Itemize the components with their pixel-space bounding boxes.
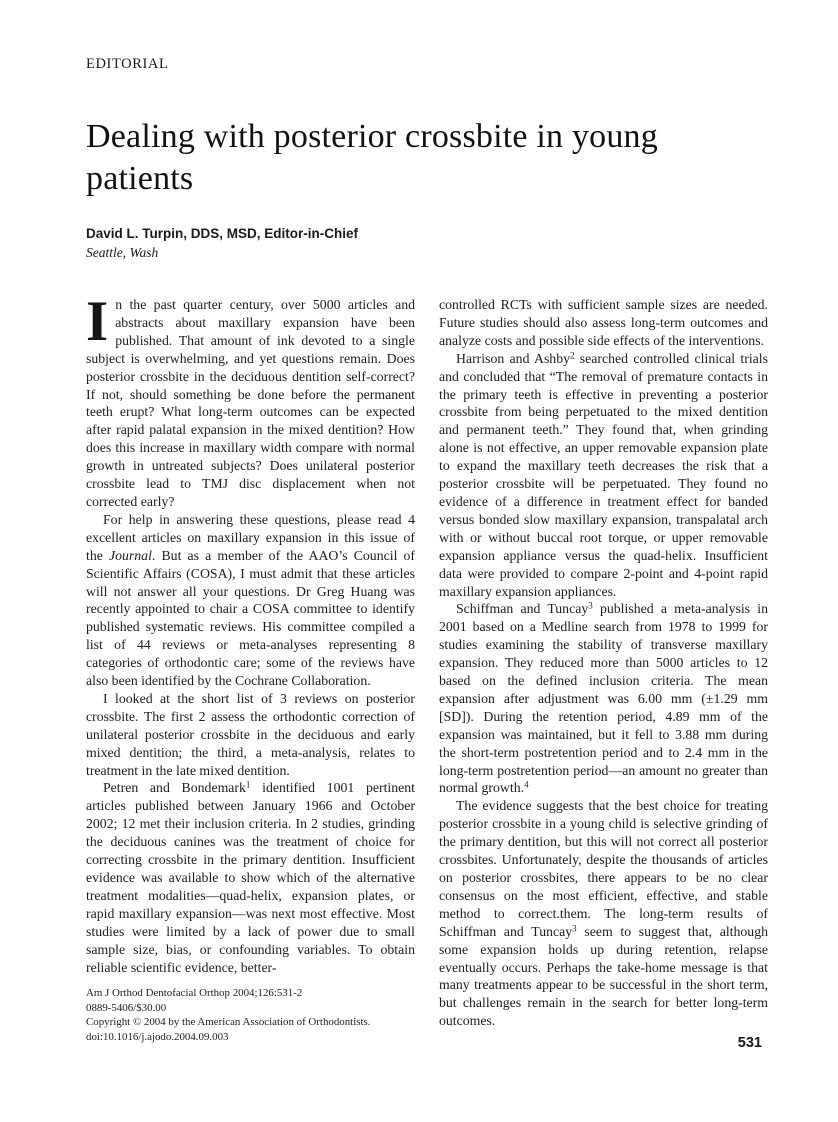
- footnote-line: 0889-5406/$30.00: [86, 1001, 167, 1014]
- left-column: [86, 290, 416, 1051]
- body-paragraph: Petren and Bondemark$^1$ identified 1001 pertinent articles published between January 1966 and October 2002; 12 met their inclusion criteria. In 2 studies, grinding the deciduous canines was the treatment of choice for correcting crossbite in the primary dentition. Insufficient evidence was available to show which of the alternative treatment modalities—quad-helix, expansion plates, or rapid maxillary expansion—was next most effective. Most studies were limited by a lack of power due to small sample size, bias, or confounding variables. To obtain reliable scientific evidence, better-: [86, 779, 415, 975]
- drop-cap: I: [86, 290, 109, 353]
- author-byline: David L. Turpin, DDS, MSD, Editor-in-Chief: [86, 226, 358, 241]
- right-column: [439, 296, 768, 1051]
- reference-superscript: 3: [588, 600, 593, 611]
- body-paragraph: The evidence suggests that the best choice for treating posterior crossbite in a young child is selective grinding of the primary dentition, but this will not correct all posterior crossbites. Unfortunately, despite the thousands of articles on posterior crossbites, there appears to be no clear consensus on the most efficient, effective, and stable method to correct.them. The long-term results of Schiffman and Tuncay$^3$ seem to suggest that, although some expansion holds up during retention, relapse eventually occurs. Perhaps the take-home message is that many treatments appear to be successful in the short term, but challenges remain in the search for better long-term outcomes.: [439, 798, 768, 1029]
- footnote-line: doi:10.1016/j.ajodo.2004.09.003: [86, 1030, 229, 1043]
- body-paragraph: Harrison and Ashby$^2$ searched controlled clinical trials and concluded that “The removal of premature contacts in the primary teeth is effective in preventing a posterior crossbite from being perpetuated to the mixed dentition and permanent teeth.” They found that, when grinding alone is not effective, an upper removable expansion plate to expand the maxillary teeth decreases the risk that a posterior crossbite will be perpetuated. They found no evidence of a difference in treatment effect for banded versus bonded slow maxillary expansion, transpalatal arch with or without buccal root torque, or upper removable expansion appliance versus the quad-helix. Insufficient data were provided to compare 2-point and 4-point rapid maxillary expansion appliances.: [439, 350, 768, 599]
- reference-superscript: 4: [524, 779, 529, 790]
- section-kicker: EDITORIAL: [86, 56, 169, 72]
- article-title: Dealing with posterior crossbite in young patients: [86, 118, 658, 197]
- reference-superscript: 2: [570, 350, 575, 361]
- right-column-text: [439, 296, 768, 1030]
- body-paragraph: Schiffman and Tuncay$^3$ published a meta-analysis in 2001 based on a Medline search from 1978 to 1999 for studies examining the stability of transverse maxillary expansion. They reduced more than 5000 articles to 12 based on the defined inclusion criteria. The mean expansion after adjustment was 6.00 mm (±1.29 mm [SD]). During the retention period, 4.89 mm of the expansion was maintained, but it fell to 3.88 mm during the short-term postretention period and to 2.4 mm in the long-term postretention period—an amount no greater than normal growth.$^4$: [439, 600, 768, 796]
- body-paragraph: For help in answering these questions, please read 4 excellent articles on maxillary expansion in this issue of the Journal. But as a member of the AAO’s Council of Scientific Affairs (COSA), I must admit that these articles will not answer all your questions. Dr Greg Huang was recently appointed to chair a COSA committee to identify published systematic reviews. His committee compiled a list of 44 reviews or meta-analyses representing 8 categories of orthodontic care; some of the reviews have also been identified by the Cochrane Collaboration.: [86, 511, 416, 689]
- body-paragraph: In the past quarter century, over 5000 articles and abstracts about maxillary expansion have been published. That amount of ink devoted to a single subject is overwhelming, and yet questions remain. Does posterior crossbite in the deciduous dentition self-correct? If not, should something be done before the permanent teeth erupt? What long-term outcomes can be expected after rapid palatal expansion in the mixed dentition? How does this increase in maxillary width compare with normal growth in untreated subjects? Does unilateral posterior crossbite lead to TMJ disc displacement when not corrected early?: [86, 290, 415, 509]
- reference-superscript: 3: [572, 923, 577, 934]
- footnote-line: Copyright © 2004 by the American Association of Orthodontists.: [86, 1016, 371, 1029]
- body-paragraph: I looked at the short list of 3 reviews on posterior crossbite. The first 2 assess the orthodontic correction of unilateral posterior crossbite in the deciduous and early mixed dentition; the third, a meta-analysis, relates to treatment in the late mixed dentition.: [86, 690, 415, 778]
- footnote-line: Am J Orthod Dentofacial Orthop 2004;126:531-2: [86, 987, 303, 1000]
- author-location: Seattle, Wash: [86, 245, 159, 260]
- citation-footnote: [86, 986, 415, 1044]
- two-column-body: [86, 290, 768, 1052]
- reference-superscript: 1: [245, 779, 251, 790]
- body-paragraph: controlled RCTs with sufficient sample sizes are needed. Future studies should also assess long-term outcomes and analyze costs and possible side effects of the interventions.: [439, 297, 768, 348]
- left-column-text: [86, 290, 416, 976]
- page-number: 531: [737, 1035, 762, 1052]
